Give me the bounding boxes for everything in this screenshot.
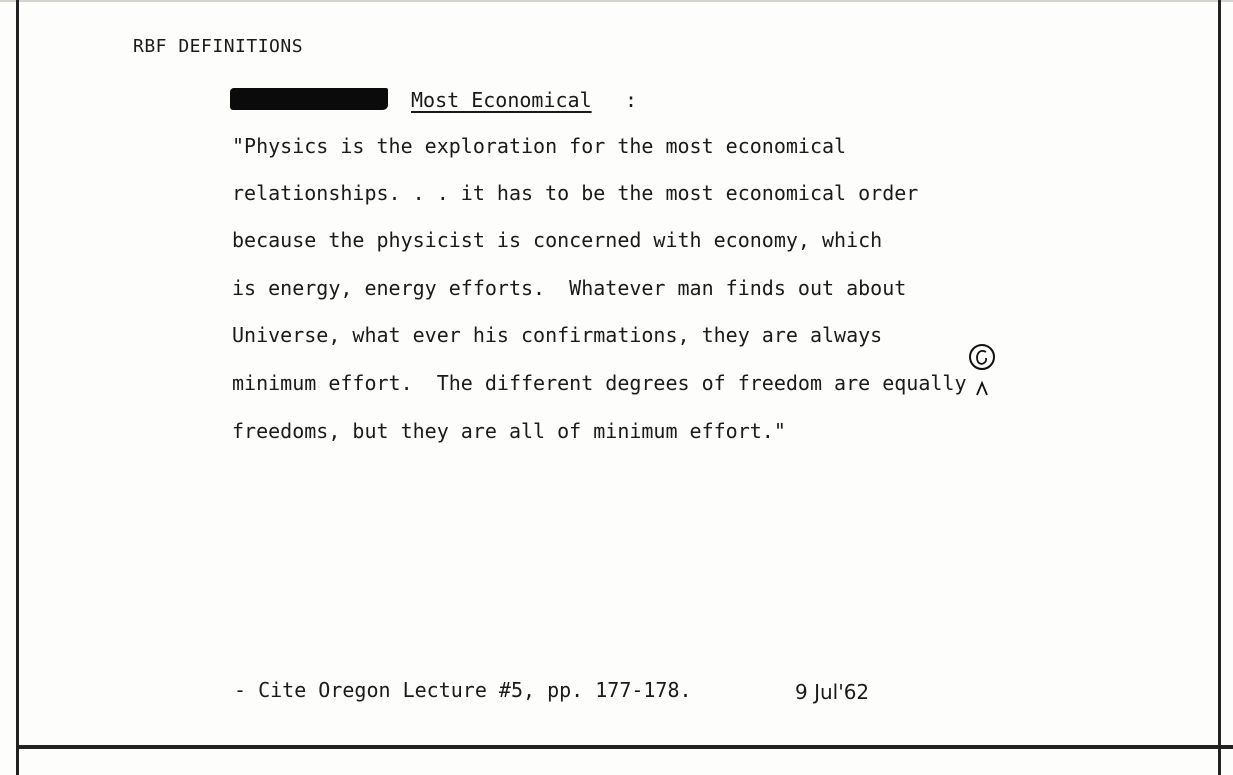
redaction-bar: [230, 88, 388, 110]
quote-line: minimum effort. The different degrees of freedom are equally: [232, 371, 967, 395]
term-title: Most Economical: [411, 88, 592, 112]
quote-line: freedoms, but they are all of minimum effort.": [232, 419, 786, 443]
quote-line: relationships. . . it has to be the most economical order: [232, 181, 919, 205]
card-heading: RBF DEFINITIONS: [133, 36, 304, 57]
card-border-bottom: [16, 745, 1233, 749]
quote-line: Universe, what ever his confirmations, they are always: [232, 323, 883, 347]
citation: - Cite Oregon Lecture #5, pp. 177-178.: [234, 678, 692, 702]
quote-line: "Physics is the exploration for the most economical: [232, 134, 847, 158]
card-border-left: [16, 0, 19, 775]
citation-date: 9 Jul'62: [795, 680, 870, 704]
card-border-right: [1218, 0, 1221, 775]
handwritten-correction-mark: [965, 343, 999, 403]
term-colon: :: [625, 88, 638, 112]
quote-line: because the physicist is concerned with economy, which: [232, 228, 883, 252]
top-rule: [0, 0, 1233, 2]
quote-line: is energy, energy efforts. Whatever man finds out about: [232, 276, 907, 300]
